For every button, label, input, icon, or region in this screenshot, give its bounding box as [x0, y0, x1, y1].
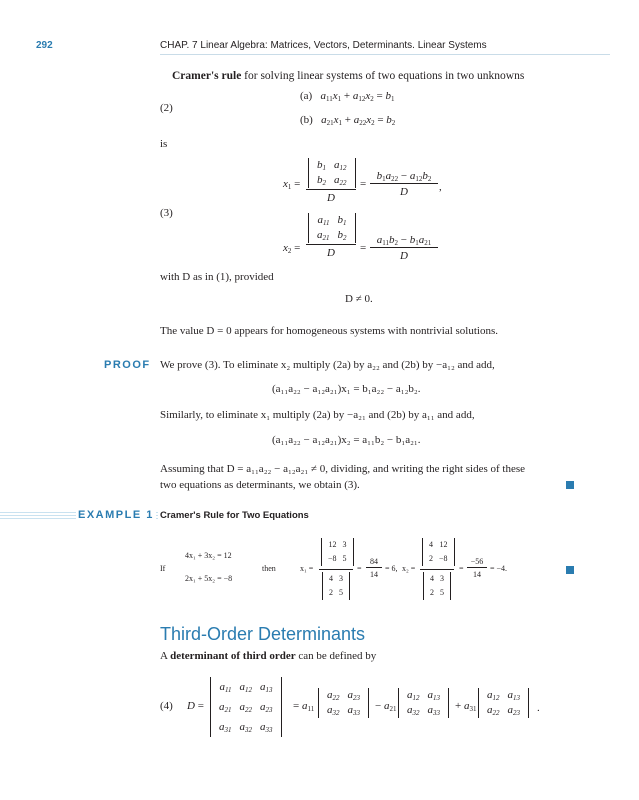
proof-label: PROOF — [104, 359, 151, 371]
example-x1: x₁ = — [300, 564, 314, 573]
example-x1-num-det: 12 3 −8 5 — [321, 538, 354, 566]
x1-lhs: $x_1$ = — [283, 178, 301, 191]
eq2a-tag: (a) — [300, 90, 313, 102]
x2-numerator-det: $a_{11}$ $b_1$ $a_{21}$ $b_2$ — [308, 213, 356, 243]
proof-line-4: two equations as determinants, we obtain (3). — [160, 479, 360, 491]
example-r2: −56 14 — [467, 557, 487, 579]
x2-expanded-denominator: D — [400, 250, 408, 262]
eq2a: (a) $a_{11}x_1 + a_{12}x_2 = b_1$ — [300, 90, 395, 103]
with-D-text: with D as in (1), provided — [160, 271, 274, 283]
x1-denominator: D — [327, 192, 335, 204]
proof-line-2: Similarly, to eliminate x₁ multiply (2a) by −a₂₁ and (2b) by a₁₁ and add, — [160, 409, 475, 421]
example-x2-den-det: 4 3 2 5 — [423, 572, 451, 600]
x1-fraction — [306, 158, 356, 204]
eq4-third-order-det: $a_{11}$ $a_{12}$ $a_{13}$ $a_{21}$ $a_{22}$ $a_{23}$ $a_{31}$ $a_{32}$ $a_{33}$ — [210, 677, 282, 737]
eq2b-tag: (b) — [300, 114, 313, 126]
example-r1: 84 14 — [366, 557, 382, 579]
header-rule — [160, 54, 610, 55]
example-x2-num-det: 4 12 2 −8 — [422, 538, 455, 566]
section-title: Third-Order Determinants — [160, 624, 366, 644]
page-number: 292 — [36, 40, 53, 51]
x2-denominator: D — [327, 247, 335, 259]
example-x2-fraction — [420, 538, 454, 602]
qed-square — [566, 481, 574, 489]
cramer-intro-rest: for solving linear systems of two equations in two unknowns — [241, 70, 525, 82]
eq4-term-1: = $a_{11}$ — [293, 700, 315, 713]
proof-line-1: We prove (3). To eliminate x₂ multiply (2a) by a₂₂ and (2b) by −a₁₂ and add, — [160, 359, 495, 371]
eq4-minor-2: $a_{12}$ $a_{13}$ $a_{32}$ $a_{33}$ — [398, 688, 449, 718]
eq4-term-2: − $a_{21}$ — [375, 700, 397, 713]
x2-fraction — [306, 213, 356, 259]
eq4-minor-1: $a_{22}$ $a_{23}$ $a_{32}$ $a_{33}$ — [318, 688, 369, 718]
x2-lhs: $x_2$ = — [283, 242, 301, 255]
x1-expanded-denominator: D — [400, 186, 408, 198]
example-x2: x₂ = — [402, 564, 416, 573]
example-x1-fraction — [319, 538, 353, 602]
x2-expanded-fraction: $a_{11}b_2 - b_1a_{21}$ D — [370, 234, 438, 262]
eq4-minor-3: $a_{12}$ $a_{13}$ $a_{22}$ $a_{23}$ — [478, 688, 529, 718]
example-eq-a: 4x₁ + 3x₂ = 12 — [185, 551, 232, 560]
example-r1-val: = 6, — [385, 564, 398, 573]
third-order-term: determinant of third order — [170, 650, 296, 662]
D-not-zero: D ≠ 0. — [345, 293, 373, 305]
x1-numerator-det: $b_1$ $a_{12}$ $b_2$ $a_{22}$ — [308, 158, 356, 188]
example-title: Cramer's Rule for Two Equations — [160, 510, 309, 521]
is-word: is — [160, 138, 168, 150]
example-x1-den-det: 4 3 2 5 — [322, 572, 350, 600]
eq2b: (b) $a_{21}x_1 + a_{22}x_2 = b_2$ — [300, 114, 396, 127]
x1-expanded-fraction: $b_1a_{22} - a_{12}b_2$ D — [370, 170, 438, 198]
example-qed-square — [566, 566, 574, 574]
example-eq-b: 2x₁ + 5x₂ = −8 — [185, 574, 233, 583]
proof-line-3: Assuming that D = a₁₁a₂₂ − a₁₂a₂₁ ≠ 0, dividing, and writing the right sides of these — [160, 463, 526, 475]
eq4-D: D = — [187, 700, 204, 712]
proof-eq-2: (a₁₁a₂₂ − a₁₂a₂₁)x₂ = a₁₁b₂ − b₁a₂₁. — [272, 434, 421, 446]
running-title: CHAP. 7 Linear Algebra: Matrices, Vectors, Determinants. Linear Systems — [160, 40, 487, 51]
example-then: then — [262, 564, 276, 573]
value-D-text: The value D = 0 appears for homogeneous systems with nontrivial solutions. — [160, 325, 498, 337]
eq4-label: (4) — [160, 700, 173, 712]
eq2-label: (2) — [160, 102, 173, 114]
eq4-term-3: + $a_{31}$ — [455, 700, 477, 713]
cramer-rule-term: Cramer's rule — [172, 70, 242, 82]
proof-eq-1: (a₁₁a₂₂ − a₁₂a₂₁)x₁ = b₁a₂₂ − a₁₂b₂. — [272, 383, 421, 395]
example-label: EXAMPLE 1 — [78, 509, 154, 521]
example-r2-val: = −4. — [490, 564, 508, 573]
example-if: If — [160, 564, 166, 573]
eq3-label: (3) — [160, 207, 173, 219]
cramer-intro — [172, 70, 524, 82]
third-order-intro: A determinant of third order can be defined by — [160, 650, 377, 662]
